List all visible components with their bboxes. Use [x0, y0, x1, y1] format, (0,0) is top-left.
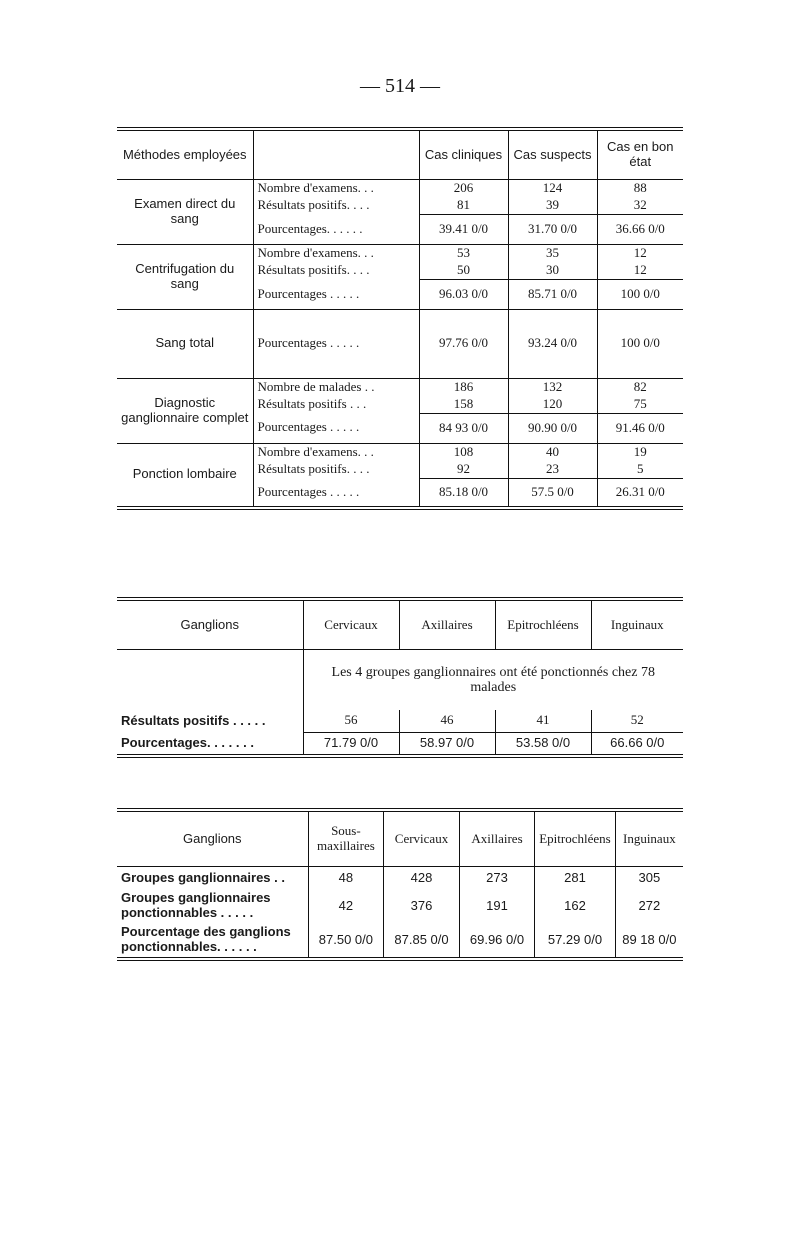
- value-cell: 48: [308, 867, 384, 890]
- groups-header-row: [117, 810, 683, 867]
- row-label: Pourcentages . . . . .: [253, 309, 419, 378]
- value-cell: 19: [633, 443, 647, 459]
- method-name: Sang total: [117, 309, 253, 378]
- value-cell: 85.71 0/0: [508, 279, 597, 309]
- value-cell: 42: [308, 889, 384, 923]
- value-cell: 84 93 0/0: [419, 413, 508, 443]
- value-cell: 191: [459, 889, 534, 923]
- method-row: [117, 309, 683, 378]
- header-clinical: Cas cliniques: [419, 129, 508, 180]
- value-cell: 31.70 0/0: [508, 214, 597, 244]
- groups-table: [117, 808, 683, 961]
- method-row: [117, 180, 683, 197]
- value-cell: 30: [508, 262, 597, 279]
- row-label: Nombre de malades . .: [253, 378, 419, 395]
- header-methods: Méthodes employées: [117, 129, 253, 180]
- row-label: Résultats positifs . . .: [253, 396, 419, 413]
- ganglion-row: [117, 732, 683, 756]
- value-cell: 186: [419, 378, 508, 395]
- value-cell: 52: [630, 712, 644, 728]
- value-cell: 35: [508, 244, 597, 261]
- ganglions-header-row: [117, 599, 683, 650]
- value-cell: 66.66 0/0: [591, 732, 683, 756]
- value-cell: 162: [535, 889, 615, 923]
- value-cell: 71.79 0/0: [303, 732, 399, 756]
- header-healthy: Cas en bon état: [607, 139, 674, 169]
- value-cell: 58.97 0/0: [399, 732, 495, 756]
- header-axillaires: Axillaires: [399, 599, 495, 650]
- group-row: [117, 889, 683, 923]
- value-cell: 97.76 0/0: [419, 309, 508, 378]
- header-cervicaux: Cervicaux: [303, 599, 399, 650]
- value-cell: 93.24 0/0: [508, 309, 597, 378]
- method-name: Examen direct du sang: [117, 180, 253, 245]
- row-label: Nombre d'examens. . .: [253, 443, 419, 460]
- header-sous-maxillaires: Sous-maxillaires: [308, 810, 384, 867]
- group-row: [117, 867, 683, 890]
- value-cell: 87.50 0/0: [308, 923, 384, 959]
- value-cell: 100 0/0: [597, 279, 683, 309]
- header-groups-inguinaux: Inguinaux: [622, 830, 676, 846]
- value-cell: 81: [419, 197, 508, 214]
- value-cell: 12: [633, 261, 647, 277]
- value-cell: 108: [419, 443, 508, 460]
- ganglion-row: [117, 710, 683, 732]
- row-label: Pourcentages . . . . .: [253, 413, 419, 443]
- method-name: Diagnostic ganglionnaire complet: [117, 378, 253, 443]
- value-cell: 12: [633, 244, 647, 260]
- header-groups-ganglions: Ganglions: [117, 810, 308, 867]
- value-cell: 206: [419, 180, 508, 197]
- value-cell: 39: [508, 197, 597, 214]
- method-row: [117, 443, 683, 460]
- value-cell: 46: [399, 710, 495, 732]
- method-row: [117, 378, 683, 395]
- methods-table: [117, 127, 683, 510]
- value-cell: 87.85 0/0: [384, 923, 460, 959]
- value-cell: 82: [633, 378, 647, 394]
- value-cell: 273: [459, 867, 534, 890]
- method-name: Centrifugation du sang: [117, 244, 253, 309]
- value-cell: 50: [419, 262, 508, 279]
- header-groups-cervicaux: Cervicaux: [384, 810, 460, 867]
- row-label: Groupes ganglionnaires . .: [117, 867, 308, 890]
- value-cell: 305: [638, 869, 661, 885]
- header-inguinaux: Inguinaux: [610, 616, 664, 632]
- value-cell: 281: [535, 867, 615, 890]
- value-cell: 376: [384, 889, 460, 923]
- row-label: Résultats positifs . . . . .: [117, 710, 303, 732]
- value-cell: 428: [384, 867, 460, 890]
- row-label: Nombre d'examens. . .: [253, 244, 419, 261]
- value-cell: 132: [508, 378, 597, 395]
- value-cell: 89 18 0/0: [622, 931, 677, 947]
- row-label: Pourcentages . . . . .: [253, 279, 419, 309]
- group-row: [117, 923, 683, 959]
- value-cell: 75: [633, 395, 647, 411]
- value-cell: 124: [508, 180, 597, 197]
- value-cell: 26.31 0/0: [597, 478, 683, 508]
- row-label: Pourcentages . . . . .: [253, 478, 419, 508]
- value-cell: 53: [419, 244, 508, 261]
- methods-header-row: [117, 129, 683, 180]
- header-ganglions: Ganglions: [117, 599, 303, 650]
- row-label: Pourcentages. . . . . . .: [117, 732, 303, 756]
- method-name: Ponction lombaire: [117, 443, 253, 508]
- value-cell: 96.03 0/0: [419, 279, 508, 309]
- page-number: — 514 —: [360, 75, 440, 97]
- value-cell: 41: [495, 710, 591, 732]
- value-cell: 85.18 0/0: [419, 478, 508, 508]
- method-row: [117, 244, 683, 261]
- value-cell: 23: [508, 461, 597, 478]
- ganglions-note: Les 4 groupes ganglionnaires ont été ponctionnés chez 78 malades: [331, 664, 655, 695]
- header-epitrochleens: Epitrochléens: [495, 599, 591, 650]
- value-cell: 56: [303, 710, 399, 732]
- value-cell: 88: [633, 180, 647, 195]
- value-cell: 57.29 0/0: [535, 923, 615, 959]
- row-label: Pourcentage des ganglions ponctionnables. . . . . .: [117, 923, 308, 959]
- value-cell: 36.66 0/0: [597, 214, 683, 244]
- value-cell: 32: [633, 196, 647, 212]
- row-label: Nombre d'examens. . .: [253, 180, 419, 197]
- header-groups-epitrochleens: Epitrochléens: [535, 810, 615, 867]
- value-cell: 158: [419, 396, 508, 413]
- ganglions-table: [117, 597, 683, 758]
- row-label: Pourcentages. . . . . .: [253, 214, 419, 244]
- row-label: Résultats positifs. . . .: [253, 197, 419, 214]
- header-suspect: Cas suspects: [508, 129, 597, 180]
- value-cell: 40: [508, 443, 597, 460]
- value-cell: 57.5 0/0: [508, 478, 597, 508]
- value-cell: 92: [419, 461, 508, 478]
- row-label: Groupes ganglionnaires ponctionnables . . . . .: [117, 889, 308, 923]
- value-cell: 100 0/0: [620, 335, 660, 351]
- value-cell: 69.96 0/0: [459, 923, 534, 959]
- value-cell: 53.58 0/0: [495, 732, 591, 756]
- value-cell: 91.46 0/0: [597, 413, 683, 443]
- header-groups-axillaires: Axillaires: [459, 810, 534, 867]
- value-cell: 272: [638, 897, 661, 913]
- value-cell: 39.41 0/0: [419, 214, 508, 244]
- value-cell: 120: [508, 396, 597, 413]
- value-cell: 90.90 0/0: [508, 413, 597, 443]
- value-cell: 5: [637, 460, 644, 476]
- row-label: Résultats positifs. . . .: [253, 461, 419, 478]
- row-label: Résultats positifs. . . .: [253, 262, 419, 279]
